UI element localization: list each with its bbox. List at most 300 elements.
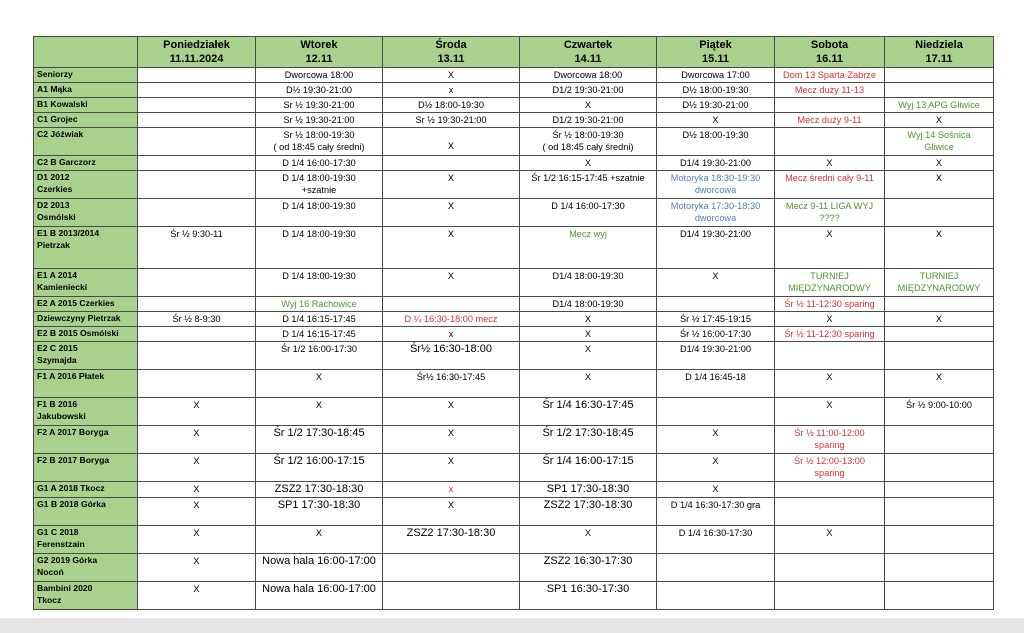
schedule-cell (657, 426, 775, 454)
cell-text: D 1/4 18:00-19:30 (282, 271, 356, 281)
schedule-cell (138, 312, 256, 327)
cell-text: Śr ½ 11:00-12:00 (794, 428, 865, 438)
table-row (34, 171, 994, 199)
schedule-cell (383, 83, 520, 98)
table-row (34, 312, 994, 327)
table-row (34, 582, 994, 610)
team-name-line: Nocoń (37, 566, 64, 577)
schedule-cell (138, 398, 256, 426)
cell-text: X (447, 271, 455, 281)
schedule-cell (256, 526, 383, 554)
schedule-cell (657, 156, 775, 171)
schedule-cell (520, 454, 657, 482)
schedule-cell (138, 498, 256, 526)
schedule-cell (138, 227, 256, 269)
schedule-cell (520, 227, 657, 269)
cell-text: SP1 16:30-17:30 (546, 583, 630, 595)
schedule-cell (885, 370, 994, 398)
cell-text: TURNIEJ (810, 271, 849, 281)
team-name-line: G1 C 2018 (37, 527, 79, 537)
schedule-cell (383, 199, 520, 227)
team-name-cell (34, 156, 138, 171)
schedule-cell (885, 269, 994, 297)
cell-text (386, 129, 516, 140)
team-name-line: Czerkies (37, 183, 73, 194)
team-name-cell (34, 426, 138, 454)
schedule-cell (885, 156, 994, 171)
day-name: Niedziela (915, 39, 963, 51)
cell-text: Nowa hala 16:00-17:00 (262, 555, 376, 567)
cell-text: X (447, 173, 455, 183)
team-name-line: F1 B 2016 (37, 399, 78, 409)
schedule-cell (138, 297, 256, 312)
schedule-cell (520, 128, 657, 156)
team-name-cell (34, 98, 138, 113)
cell-text: X (935, 173, 943, 183)
schedule-cell (383, 68, 520, 83)
schedule-cell (138, 342, 256, 370)
cell-text: D ¼ 16:30-18:00 mecz (404, 314, 498, 324)
cell-text: x (448, 329, 454, 339)
table-row (34, 498, 994, 526)
cell-text: Śr ½ 11-12:30 sparing (784, 329, 875, 339)
cell-text: Śr ½ 11-12:30 sparing (784, 299, 875, 309)
table-row (34, 83, 994, 98)
schedule-cell (657, 582, 775, 610)
cell-text: D 1/4 16:30-17:30 gra (670, 500, 761, 510)
schedule-cell (885, 582, 994, 610)
schedule-cell (138, 113, 256, 128)
table-row (34, 113, 994, 128)
cell-text: X (193, 528, 200, 538)
schedule-cell (775, 370, 885, 398)
cell-text: Motoryka 17:30-18:30 (670, 201, 761, 211)
cell-text: X (826, 372, 833, 382)
team-name-cell (34, 342, 138, 370)
schedule-cell (885, 454, 994, 482)
schedule-cell (657, 83, 775, 98)
schedule-cell (775, 312, 885, 327)
schedule-cell (657, 227, 775, 269)
day-header (520, 37, 657, 68)
cell-text: D1/2 19:30-21:00 (552, 85, 624, 95)
cell-text: ( od 18:45 cały średni) (542, 142, 634, 152)
cell-text: D1/4 19:30-21:00 (679, 158, 751, 168)
team-name-line: Bambini 2020 (37, 583, 93, 593)
schedule-cell (775, 526, 885, 554)
cell-text: X (193, 428, 200, 438)
schedule-cell (520, 269, 657, 297)
team-name-cell (34, 582, 138, 610)
team-name-cell (34, 171, 138, 199)
day-header (775, 37, 885, 68)
team-name-line: Dziewczyny Pietrzak (37, 313, 121, 323)
cell-text: ZSZ2 17:30-18:30 (543, 499, 633, 511)
cell-text: X (935, 314, 943, 324)
team-name-line: C1 Grojec (37, 114, 78, 124)
team-name-cell (34, 269, 138, 297)
schedule-cell (885, 426, 994, 454)
day-name: Czwartek (563, 39, 613, 51)
cell-text: Dworcowa 17:00 (681, 70, 750, 80)
schedule-cell (520, 554, 657, 582)
schedule-cell (138, 327, 256, 342)
table-row (34, 269, 994, 297)
day-header (138, 37, 256, 68)
schedule-cell (256, 68, 383, 83)
schedule-cell (885, 128, 994, 156)
schedule-cell (520, 83, 657, 98)
team-name-line: Osmólski (37, 211, 76, 222)
cell-text: D 1/4 18:00-19:30 (282, 173, 356, 183)
cell-text: Mecz duży 11-13 (794, 85, 865, 95)
team-name-cell (34, 554, 138, 582)
schedule-cell (775, 68, 885, 83)
schedule-cell (657, 199, 775, 227)
cell-text: Sr ½ 19:30-21:00 (415, 115, 487, 125)
schedule-cell (256, 227, 383, 269)
schedule-cell (657, 498, 775, 526)
table-row (34, 342, 994, 370)
schedule-cell (138, 370, 256, 398)
cell-text: Śr ½ 12:00-13:00 (794, 456, 865, 466)
schedule-cell (657, 370, 775, 398)
cell-text: X (712, 428, 719, 438)
schedule-cell (775, 327, 885, 342)
table-row (34, 454, 994, 482)
cell-text: X (826, 158, 833, 168)
cell-text: D 1/4 16:00-17:30 (282, 158, 356, 168)
schedule-cell (775, 498, 885, 526)
day-header (383, 37, 520, 68)
schedule-cell (520, 526, 657, 554)
schedule-table (33, 36, 994, 610)
cell-text: X (826, 528, 833, 538)
schedule-cell (775, 113, 885, 128)
cell-text: SP1 17:30-18:30 (277, 499, 361, 511)
schedule-cell (256, 454, 383, 482)
cell-text: Śr 1/2 16:00-17:15 (273, 455, 365, 467)
schedule-cell (383, 156, 520, 171)
cell-text: sparing (814, 468, 845, 478)
day-date: 12.11 (305, 53, 333, 65)
cell-text: X (315, 372, 323, 382)
cell-text: X (193, 484, 200, 494)
cell-text: SP1 17:30-18:30 (546, 483, 630, 495)
cell-text: D½ 18:00-19:30 (682, 85, 749, 95)
team-name-line: C2 B Garczorz (37, 157, 96, 167)
table-row (34, 526, 994, 554)
team-name-line: F1 A 2016 Płatek (37, 371, 105, 381)
team-name-cell (34, 113, 138, 128)
cell-text: D 1/4 16:45-18 (685, 372, 746, 382)
table-row (34, 398, 994, 426)
team-name-line: Ferenstzain (37, 538, 85, 549)
cell-text: Dworcowa 18:00 (284, 70, 354, 80)
schedule-cell (657, 312, 775, 327)
schedule-cell (256, 269, 383, 297)
cell-text: X (447, 456, 455, 466)
cell-text: X (447, 428, 455, 438)
team-name-line: D1 2012 (37, 172, 70, 182)
schedule-cell (885, 113, 994, 128)
schedule-cell (520, 68, 657, 83)
cell-text: X (447, 70, 455, 80)
schedule-cell (256, 171, 383, 199)
schedule-cell (657, 113, 775, 128)
schedule-cell (138, 199, 256, 227)
schedule-cell (383, 128, 520, 156)
schedule-cell (885, 554, 994, 582)
team-name-cell (34, 312, 138, 327)
team-name-line: F2 A 2017 Boryga (37, 427, 109, 437)
schedule-cell (138, 582, 256, 610)
cell-text: Mecz duży 9-11 (797, 115, 862, 125)
team-name-cell (34, 454, 138, 482)
schedule-cell (256, 312, 383, 327)
day-date: 13.11 (437, 53, 465, 65)
team-name-cell (34, 498, 138, 526)
schedule-cell (775, 128, 885, 156)
schedule-cell (256, 426, 383, 454)
bottom-margin (0, 618, 1024, 633)
schedule-cell (775, 398, 885, 426)
schedule-cell (520, 312, 657, 327)
cell-text: X (584, 329, 592, 339)
table-row (34, 199, 994, 227)
cell-text: MIĘDZYNARODWY (897, 283, 981, 293)
cell-text: X (193, 400, 200, 410)
schedule-cell (657, 526, 775, 554)
schedule-cell (138, 554, 256, 582)
day-name: Piątek (699, 39, 732, 51)
cell-text: sparing (814, 440, 845, 450)
team-name-line: Kamieniecki (37, 281, 88, 292)
cell-text: Śr 1/2 17:30-18:45 (542, 427, 634, 439)
team-name-cell (34, 297, 138, 312)
table-row (34, 227, 994, 269)
cell-text: MIĘDZYNARODWY (788, 283, 871, 293)
cell-text: D1/4 18:00-19:30 (552, 271, 624, 281)
schedule-cell (775, 454, 885, 482)
team-name-cell (34, 398, 138, 426)
schedule-cell (383, 582, 520, 610)
schedule-cell (657, 98, 775, 113)
table-row (34, 98, 994, 113)
schedule-cell (520, 113, 657, 128)
schedule-cell (256, 327, 383, 342)
cell-text: ( od 18:45 cały średni) (273, 142, 365, 152)
day-header (657, 37, 775, 68)
schedule-cell (885, 482, 994, 498)
day-date: 17.11 (925, 53, 953, 65)
cell-text: Śr ½ 17:45-19:15 (680, 314, 751, 324)
cell-text: x (448, 85, 454, 95)
schedule-cell (256, 156, 383, 171)
schedule-cell (256, 582, 383, 610)
schedule-cell (520, 398, 657, 426)
cell-text: Dom 13 Sparta Zabrze (783, 70, 876, 80)
schedule-cell (657, 327, 775, 342)
schedule-cell (885, 297, 994, 312)
schedule-cell (383, 312, 520, 327)
day-date: 11.11.2024 (169, 53, 224, 65)
cell-text: D1/4 19:30-21:00 (679, 344, 751, 354)
schedule-cell (383, 171, 520, 199)
cell-text: D½ 18:00-19:30 (682, 130, 749, 140)
table-row (34, 297, 994, 312)
schedule-cell (256, 297, 383, 312)
cell-text: X (826, 400, 833, 410)
cell-text: ZSZ2 17:30-18:30 (406, 527, 496, 539)
cell-text: Wyj 16 Rachowice (281, 299, 357, 309)
cell-text: Wyj 14 Sośnica (907, 130, 971, 140)
cell-text: ???? (819, 213, 840, 223)
day-header (256, 37, 383, 68)
table-row (34, 68, 994, 83)
team-name-line: E1 B 2013/2014 (37, 228, 100, 238)
team-name-line: E1 A 2014 (37, 270, 77, 280)
cell-text: X (315, 528, 323, 538)
schedule-cell (383, 269, 520, 297)
cell-text: D1/2 19:30-21:00 (552, 115, 624, 125)
schedule-cell (383, 454, 520, 482)
schedule-cell (520, 370, 657, 398)
team-name-cell (34, 227, 138, 269)
schedule-cell (885, 526, 994, 554)
team-name-line: A1 Mąka (37, 84, 72, 94)
schedule-cell (383, 426, 520, 454)
cell-text: ZSZ2 17:30-18:30 (274, 483, 364, 495)
schedule-cell (775, 98, 885, 113)
schedule-cell (520, 171, 657, 199)
schedule-cell (885, 342, 994, 370)
cell-text: X (447, 141, 455, 151)
team-name-line: B1 Kowalski (37, 99, 88, 109)
schedule-cell (256, 83, 383, 98)
schedule-cell (657, 554, 775, 582)
schedule-cell (520, 342, 657, 370)
cell-text: X (935, 158, 943, 168)
table-row (34, 327, 994, 342)
cell-text: dworcowa (694, 213, 737, 223)
schedule-cell (383, 398, 520, 426)
schedule-cell (775, 156, 885, 171)
cell-text: Śr½ 16:30-17:45 (416, 372, 486, 382)
schedule-cell (657, 269, 775, 297)
schedule-cell (657, 297, 775, 312)
schedule-cell (138, 156, 256, 171)
schedule-cell (256, 128, 383, 156)
schedule-cell (657, 342, 775, 370)
schedule-cell (520, 297, 657, 312)
cell-text: Motoryka 18:30-19:30 (670, 173, 761, 183)
schedule-cell (775, 582, 885, 610)
schedule-cell (138, 526, 256, 554)
schedule-cell (885, 498, 994, 526)
team-name-line: E2 B 2015 Osmólski (37, 328, 119, 338)
schedule-cell (520, 482, 657, 498)
schedule-cell (138, 68, 256, 83)
cell-text: X (712, 484, 719, 494)
team-name-cell (34, 327, 138, 342)
schedule-cell (138, 454, 256, 482)
schedule-cell (657, 454, 775, 482)
table-row (34, 426, 994, 454)
team-name-cell (34, 68, 138, 83)
team-name-line: G2 2019 Górka (37, 555, 98, 565)
cell-text: D 1/4 18:00-19:30 (282, 229, 356, 239)
cell-text: Śr 1/4 16:30-17:45 (542, 399, 634, 411)
schedule-cell (138, 482, 256, 498)
cell-text: X (826, 229, 833, 239)
schedule-cell (256, 370, 383, 398)
cell-text: x (448, 484, 454, 494)
schedule-cell (383, 482, 520, 498)
cell-text: Śr½ 16:30-18:00 (410, 343, 492, 355)
cell-text: Mecz 9-11 LIGA WYJ (785, 201, 874, 211)
team-name-line: E2 A 2015 Czerkies (37, 298, 115, 308)
schedule-cell (138, 128, 256, 156)
day-date: 15.11 (702, 53, 729, 65)
day-header (885, 37, 994, 68)
schedule-cell (138, 269, 256, 297)
cell-text: X (584, 314, 592, 324)
schedule-cell (383, 370, 520, 398)
schedule-cell (256, 199, 383, 227)
team-name-line: Seniorzy (37, 69, 73, 79)
schedule-cell (138, 83, 256, 98)
cell-text: Śr 1/4 16:00-17:15 (542, 455, 634, 467)
cell-text: D½ 19:30-21:00 (286, 85, 352, 95)
cell-text: dworcowa (694, 185, 737, 195)
schedule-cell (885, 199, 994, 227)
table-row (34, 370, 994, 398)
schedule-cell (657, 171, 775, 199)
cell-text: ZSZ2 16:30-17:30 (543, 555, 633, 567)
schedule-cell (383, 526, 520, 554)
schedule-cell (383, 498, 520, 526)
day-date: 16.11 (816, 53, 843, 65)
schedule-cell (885, 171, 994, 199)
cell-text: Sr ½ 19:30-21:00 (283, 100, 355, 110)
schedule-cell (256, 398, 383, 426)
cell-text: Wyj 13 APG Gliwice (898, 100, 980, 110)
cell-text: Śr ½ 18:00-19:30 (552, 130, 624, 140)
team-name-line: E2 C 2015 (37, 343, 78, 353)
schedule-cell (775, 426, 885, 454)
schedule-cell (657, 128, 775, 156)
team-name-cell (34, 370, 138, 398)
cell-text: X (826, 314, 833, 324)
cell-text: X (584, 372, 592, 382)
schedule-cell (520, 582, 657, 610)
schedule-cell (775, 482, 885, 498)
schedule-cell (885, 398, 994, 426)
day-name: Poniedziałek (163, 39, 230, 51)
schedule-cell (383, 98, 520, 113)
schedule-cell (383, 554, 520, 582)
cell-text: Sr ½ 19:30-21:00 (283, 115, 355, 125)
cell-text: X (193, 556, 200, 566)
cell-text: X (447, 400, 455, 410)
header-row (34, 37, 994, 68)
cell-text: X (315, 400, 323, 410)
schedule-cell (885, 68, 994, 83)
cell-text: D 1/4 16:30-17:30 (678, 528, 753, 538)
team-name-cell (34, 482, 138, 498)
table-row (34, 128, 994, 156)
